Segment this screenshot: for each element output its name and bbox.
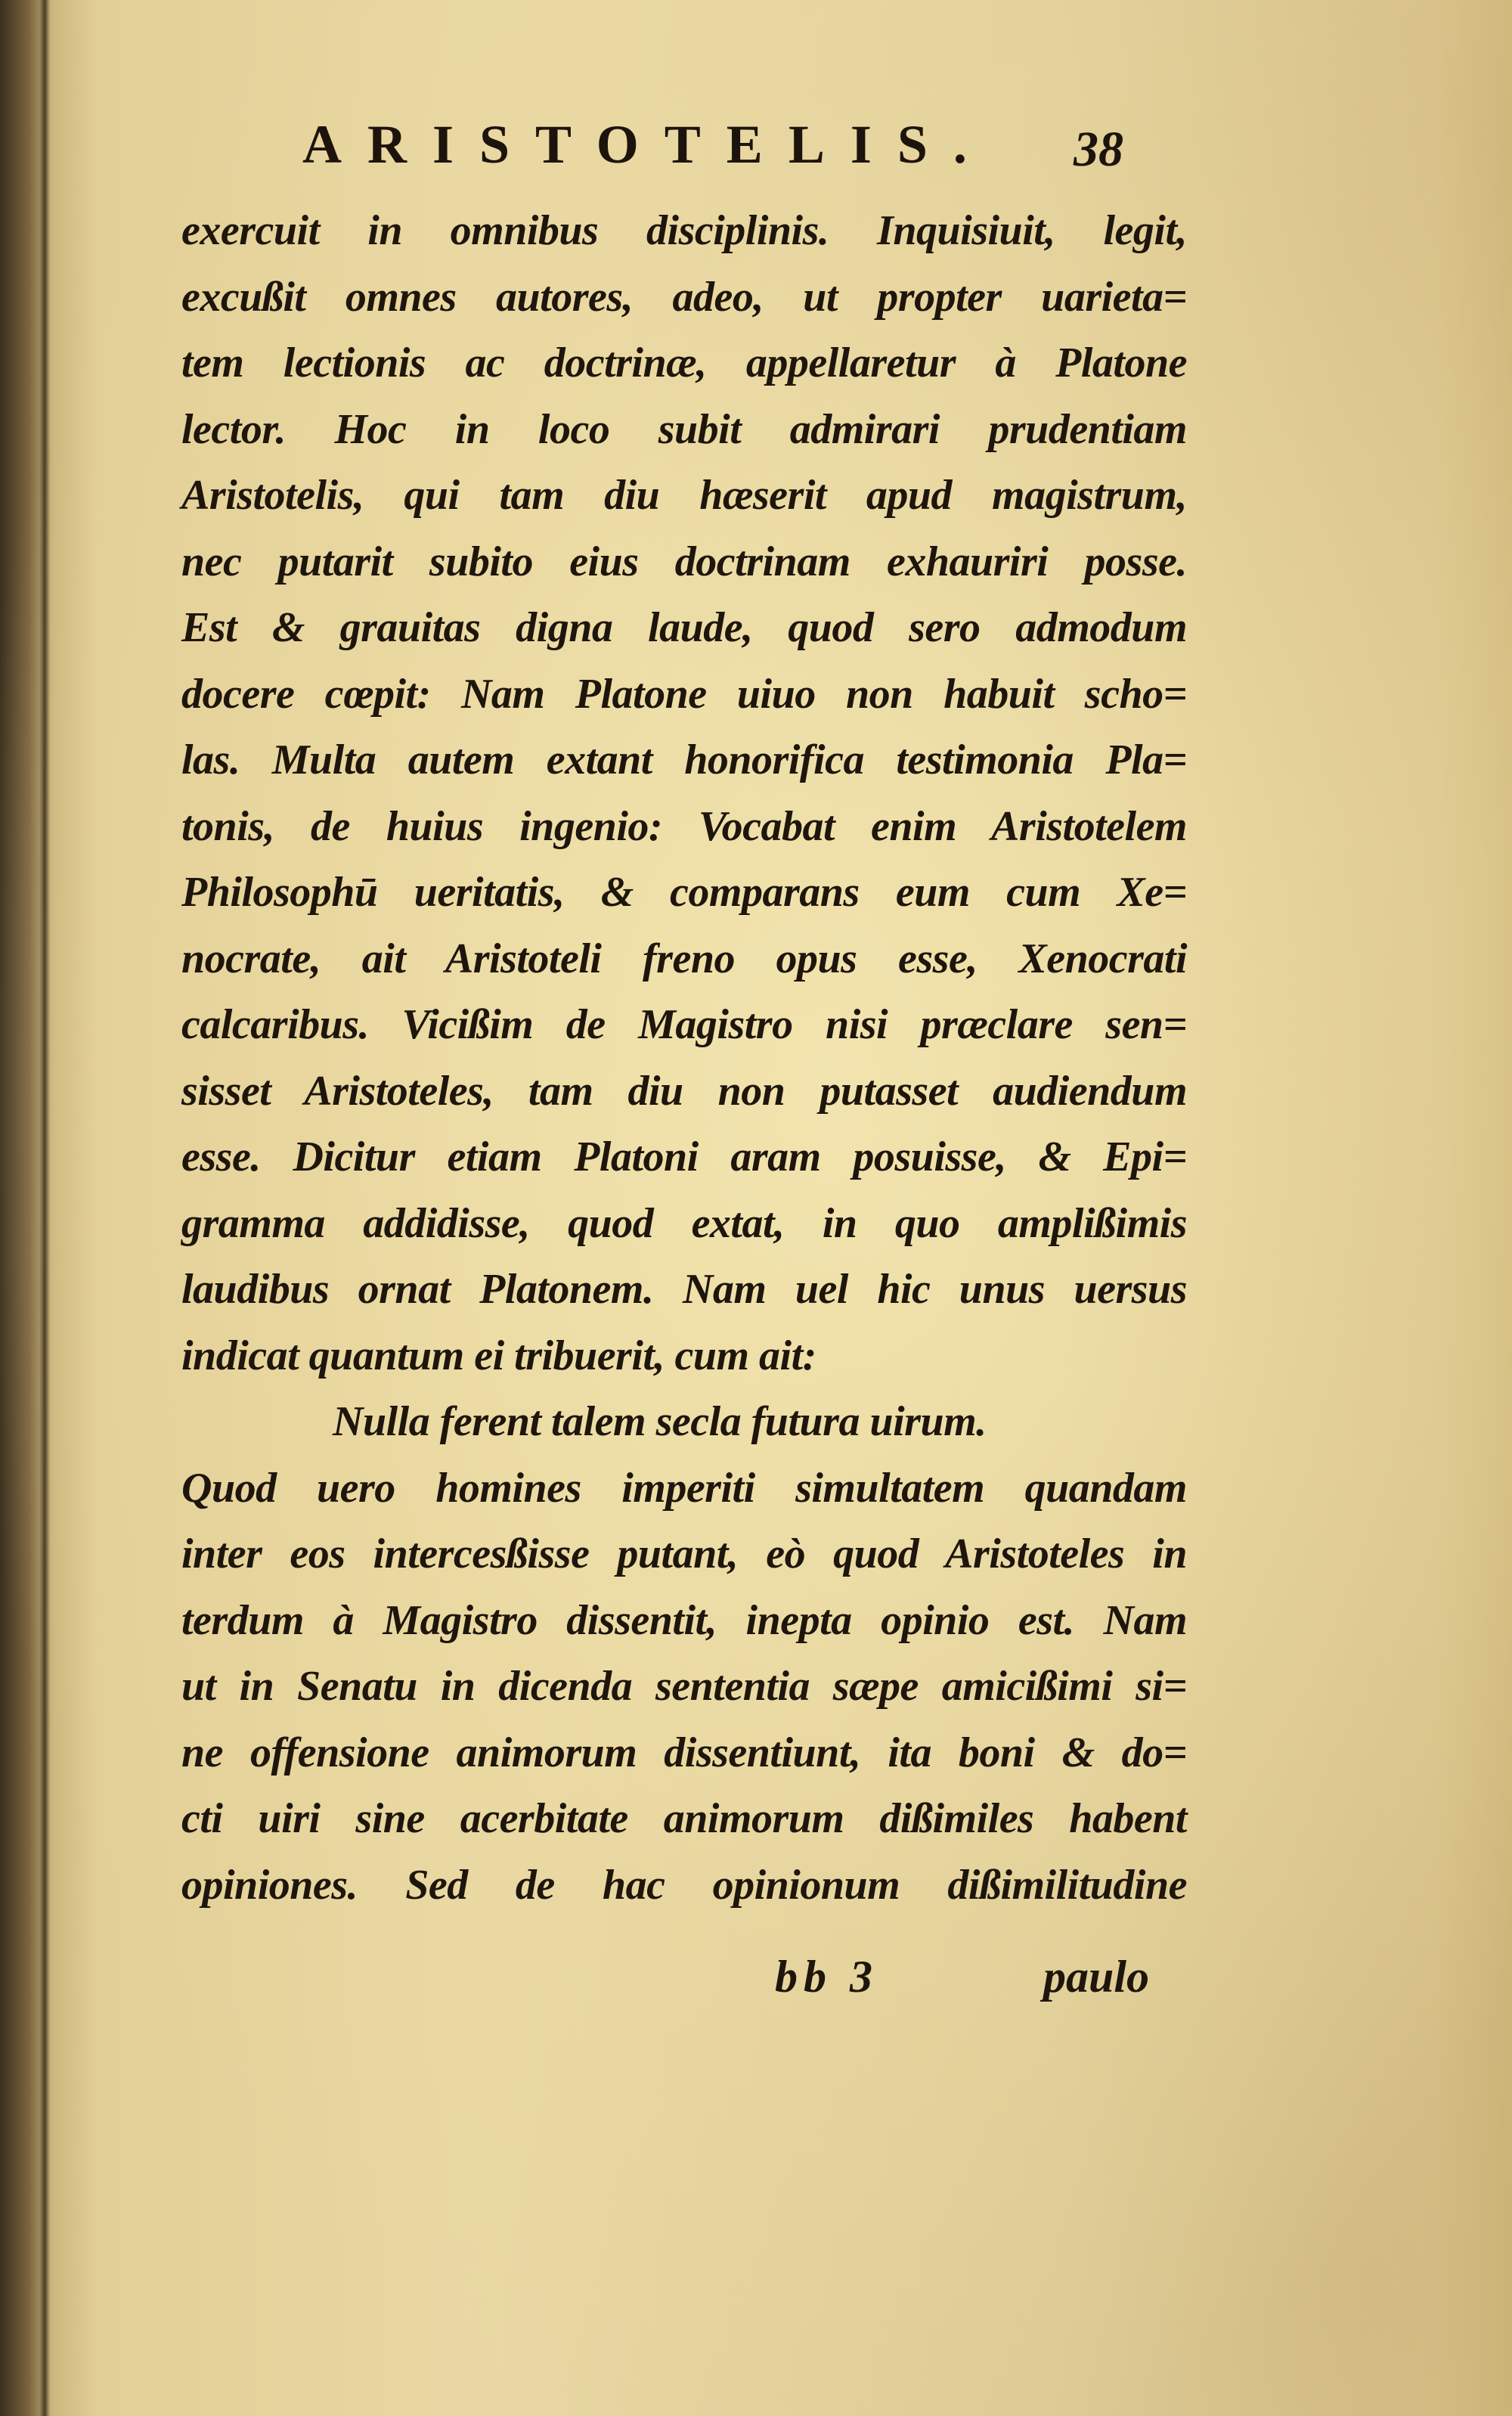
page-footer [0, 1951, 1512, 2019]
text-line: tem lectionis ac doctrinæ, appellaretur à Platone [181, 340, 1187, 386]
text-line: excußit omnes autores, adeo, ut propter uarieta= [181, 273, 1187, 321]
text-line: ne offensione animorum dissentiunt, ita boni & do= [181, 1729, 1187, 1776]
text-line: Est & grauitas digna laude, quod sero admodum [181, 604, 1187, 651]
verse-line: Nulla ferent talem secla futura uirum. [333, 1398, 987, 1445]
text-line: sisset Aristoteles, tam diu non putasset audiendum [181, 1067, 1187, 1115]
text-line: laudibus ornat Platonem. Nam uel hic unus uersus [181, 1266, 1187, 1313]
binding-gutter [39, 0, 50, 2416]
text-line: nocrate, ait Aristoteli freno opus esse, Xenocrati [181, 935, 1187, 982]
text-line: lector. Hoc in loco subit admirari prudentiam [181, 405, 1187, 453]
text-line: opiniones. Sed de hac opinionum dißimilitudine [181, 1861, 1187, 1909]
text-line: cti uiri sine acerbitate animorum dißimiles habent [181, 1795, 1187, 1842]
text-line: ut in Senatu in dicenda sententia sæpe amicißimi si= [181, 1663, 1187, 1710]
text-line: gramma addidisse, quod extat, in quo amplißimis [181, 1199, 1187, 1247]
running-title: ARISTOTELIS. [302, 114, 993, 175]
text-line: esse. Dicitur etiam Platoni aram posuisse, & Epi= [181, 1134, 1187, 1180]
catchword: paulo [1043, 1952, 1150, 2002]
text-line: Quod uero homines imperiti simultatem quandam [181, 1464, 1187, 1512]
text-line: las. Multa autem extant honorifica testimonia Pla= [181, 737, 1187, 783]
text-line: terdum à Magistro dissentit, inepta opinio est. Nam [181, 1596, 1187, 1644]
text-line: nec putarit subito eius doctrinam exhauriri posse. [181, 538, 1187, 585]
text-line: calcaribus. Vicißim de Magistro nisi præclare sen= [181, 1001, 1187, 1048]
text-line: Aristotelis, qui tam diu hæserit apud magistrum, [181, 472, 1187, 519]
text-line: tonis, de huius ingenio: Vocabat enim Aristotelem [181, 802, 1187, 850]
text-line: exercuit in omnibus disciplinis. Inquisiuit, legit, [181, 207, 1187, 254]
signature-mark: bb 3 [775, 1952, 878, 2002]
body-text [181, 198, 1187, 1918]
text-line: Philosophū ueritatis, & comparans eum cum Xe= [181, 869, 1187, 916]
text-line: indicat quantum ei tribuerit, cum ait: [181, 1332, 816, 1379]
text-line: inter eos intercesßisse putant, eò quod Aristoteles in [181, 1531, 1187, 1577]
text-line: docere cœpit: Nam Platone uiuo non habuit scho= [181, 670, 1187, 718]
page-number: 38 [1074, 122, 1123, 177]
